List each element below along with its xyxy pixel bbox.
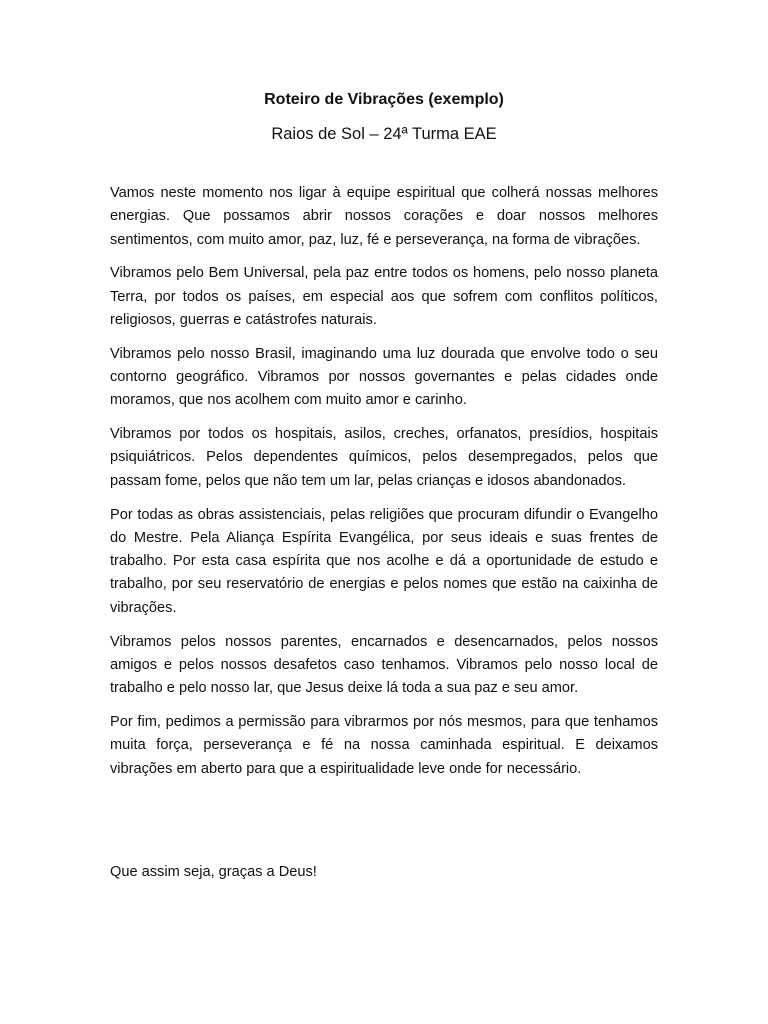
document-body	[110, 182, 658, 791]
paragraph-5: Por todas as obras assistenciais, pelas religiões que procuram difundir o Evangelho do Mestre. Pela Aliança Espírita Evangélica, por seus ideais e suas frentes de trabalho. Por esta casa espírita que nos acolhe e dá a oportunidade de estudo e trabalho, por seu reservatório de energias e pelos nomes que estão na caixinha de vibrações.	[110, 506, 658, 616]
paragraph-6: Vibramos pelos nossos parentes, encarnados e desencarnados, pelos nossos amigos e pelos nossos desafetos caso tenhamos. Vibramos pelo nosso local de trabalho e pelo nosso lar, que Jesus deixe lá toda a sua paz e seu amor.	[110, 633, 658, 697]
paragraph-2: Vibramos pelo Bem Universal, pela paz entre todos os homens, pelo nosso planeta Terra, por todos os países, em especial aos que sofrem com conflitos políticos, religiosos, guerras e catástrofes naturais.	[110, 265, 658, 328]
document-title: Roteiro de Vibrações (exemplo)	[264, 91, 504, 108]
paragraph-7: Por fim, pedimos a permissão para vibrarmos por nós mesmos, para que tenhamos muita força, perseverança e fé na nossa caminhada espiritual. E deixamos vibrações em aberto para que a espiritualidade leve onde for necessário.	[110, 713, 658, 777]
paragraph-3: Vibramos pelo nosso Brasil, imaginando uma luz dourada que envolve todo o seu contorno geográfico. Vibramos por nossos governantes e pelas cidades onde moramos, que nos acolhem com muito amor e carinho.	[110, 345, 658, 409]
paragraph-1: Vamos neste momento nos ligar à equipe espiritual que colherá nossas melhores energias. Que possamos abrir nossos corações e doar nossos melhores sentimentos, com muito amor, paz, luz, fé e perseverança, na forma de vibrações.	[110, 185, 658, 248]
closing-line: Que assim seja, graças a Deus!	[110, 864, 317, 880]
paragraph-4: Vibramos por todos os hospitais, asilos, creches, orfanatos, presídios, hospitais psiquiátricos. Pelos dependentes químicos, pelos desempregados, pelos que passam fome, pelos que não tem um lar, pelas crianças e idosos abandonados.	[110, 426, 658, 489]
document-subtitle: Raios de Sol – 24ª Turma EAE	[271, 125, 497, 143]
